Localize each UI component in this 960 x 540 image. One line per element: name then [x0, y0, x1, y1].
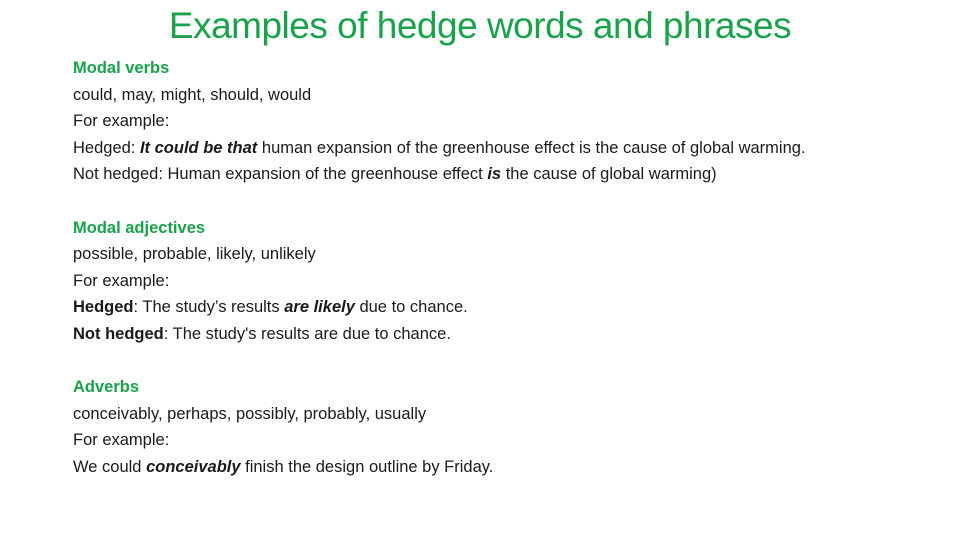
not-hedged-example [73, 321, 933, 348]
sentence-before: We could [73, 457, 147, 476]
hedged-example [73, 294, 933, 321]
example-sentence [73, 454, 933, 481]
not-hedged-rest: : The study's results are due to chance. [163, 324, 451, 343]
not-hedged-emphasis: is [487, 165, 502, 184]
sentence-emphasis: conceivably [146, 457, 241, 476]
section-heading: Modal verbs [73, 59, 170, 77]
not-hedged-example [73, 161, 933, 188]
hedged-label: Hedged [73, 298, 134, 317]
for-example-label: For example: [73, 271, 170, 290]
section-heading: Adverbs [73, 378, 140, 397]
hedged-emphasis: It could be that [139, 138, 258, 157]
hedged-label: Hedged: [73, 138, 140, 157]
sentence-rest: finish the design outline by Friday. [240, 457, 494, 476]
section-modal-verbs [73, 55, 933, 188]
for-example-label: For example: [73, 431, 170, 450]
for-example-label: For example: [73, 112, 170, 131]
hedged-example [73, 135, 933, 162]
hedged-rest: human expansion of the greenhouse effect is the cause of global warming. [257, 138, 806, 157]
not-hedged-rest: the cause of global warming) [501, 165, 717, 184]
word-list: conceivably, perhaps, possibly, probably, usually [73, 404, 427, 423]
hedged-rest: due to chance. [354, 298, 468, 317]
section-modal-adjectives [73, 215, 933, 348]
hedged-sep: : The study’s results [133, 298, 285, 317]
not-hedged-label: Not hedged: [73, 165, 168, 184]
section-adverbs [73, 374, 933, 480]
not-hedged-label: Not hedged [73, 324, 164, 343]
hedged-emphasis: are likely [284, 298, 355, 317]
word-list: possible, probable, likely, unlikely [73, 245, 316, 264]
word-list: could, may, might, should, would [73, 85, 312, 104]
slide-content [73, 55, 933, 507]
not-hedged-before: Human expansion of the greenhouse effect [167, 165, 488, 184]
slide-title: Examples of hedge words and phrases [168, 5, 792, 46]
section-heading: Modal adjectives [73, 218, 206, 237]
